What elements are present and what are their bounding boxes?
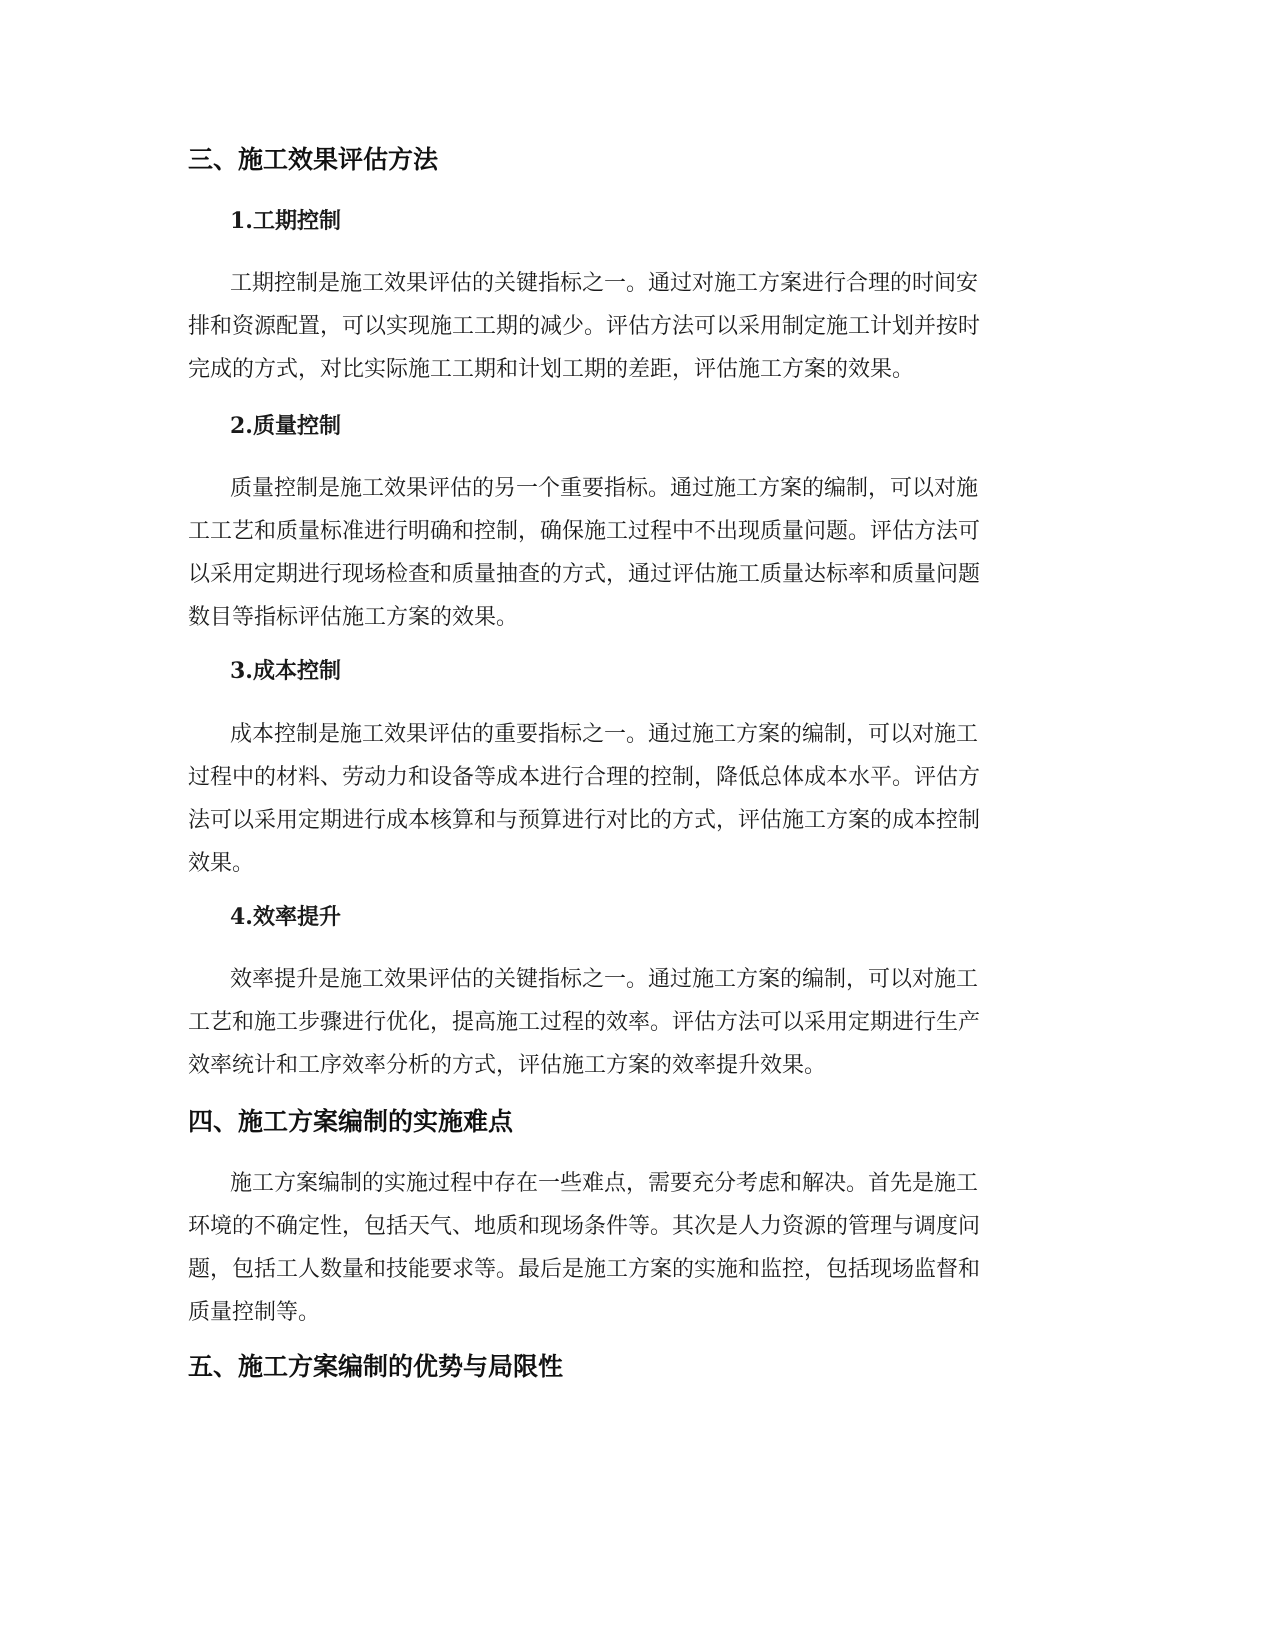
section-heading: 四、施工方案编制的实施难点 bbox=[188, 1107, 514, 1136]
paragraph-line: 法可以采用定期进行成本核算和与预算进行对比的方式，评估施工方案的成本控制 bbox=[188, 808, 981, 833]
subsection-title: 1.工期控制 bbox=[230, 208, 341, 234]
paragraph bbox=[188, 1162, 1083, 1334]
paragraph bbox=[188, 713, 1083, 885]
paragraph bbox=[188, 467, 1083, 639]
paragraph-line: 质量控制是施工效果评估的另一个重要指标。通过施工方案的编制，可以对施 bbox=[230, 476, 979, 501]
subsection-title: 3.成本控制 bbox=[230, 658, 341, 684]
paragraph-line: 题，包括工人数量和技能要求等。最后是施工方案的实施和监控，包括现场监督和 bbox=[188, 1257, 981, 1282]
paragraph-line: 完成的方式，对比实际施工工期和计划工期的差距，评估施工方案的效果。 bbox=[188, 357, 915, 382]
section-heading: 三、施工效果评估方法 bbox=[188, 145, 439, 174]
paragraph-line: 环境的不确定性，包括天气、地质和现场条件等。其次是人力资源的管理与调度问 bbox=[188, 1214, 981, 1239]
paragraph-line: 施工方案编制的实施过程中存在一些难点，需要充分考虑和解决。首先是施工 bbox=[230, 1171, 979, 1196]
paragraph-line: 质量控制等。 bbox=[188, 1300, 321, 1325]
subsection-title: 4.效率提升 bbox=[230, 904, 341, 930]
paragraph-line: 以采用定期进行现场检查和质量抽查的方式，通过评估施工质量达标率和质量问题 bbox=[188, 562, 981, 587]
subsection-title: 2.质量控制 bbox=[230, 413, 341, 439]
paragraph bbox=[188, 958, 1083, 1087]
paragraph-line: 工期控制是施工效果评估的关键指标之一。通过对施工方案进行合理的时间安 bbox=[230, 271, 979, 296]
paragraph-line: 数目等指标评估施工方案的效果。 bbox=[188, 605, 519, 630]
paragraph bbox=[188, 262, 1083, 391]
paragraph-line: 效率提升是施工效果评估的关键指标之一。通过施工方案的编制，可以对施工 bbox=[230, 967, 979, 992]
paragraph-line: 效果。 bbox=[188, 851, 255, 876]
section-heading: 五、施工方案编制的优势与局限性 bbox=[188, 1352, 564, 1381]
paragraph-line: 效率统计和工序效率分析的方式，评估施工方案的效率提升效果。 bbox=[188, 1053, 827, 1078]
paragraph-line: 过程中的材料、劳动力和设备等成本进行合理的控制，降低总体成本水平。评估方 bbox=[188, 765, 981, 790]
paragraph-line: 排和资源配置，可以实现施工工期的减少。评估方法可以采用制定施工计划并按时 bbox=[188, 314, 981, 339]
paragraph-line: 工工艺和质量标准进行明确和控制，确保施工过程中不出现质量问题。评估方法可 bbox=[188, 519, 981, 544]
paragraph-line: 成本控制是施工效果评估的重要指标之一。通过施工方案的编制，可以对施工 bbox=[230, 722, 979, 747]
paragraph-line: 工艺和施工步骤进行优化，提高施工过程的效率。评估方法可以采用定期进行生产 bbox=[188, 1010, 981, 1035]
